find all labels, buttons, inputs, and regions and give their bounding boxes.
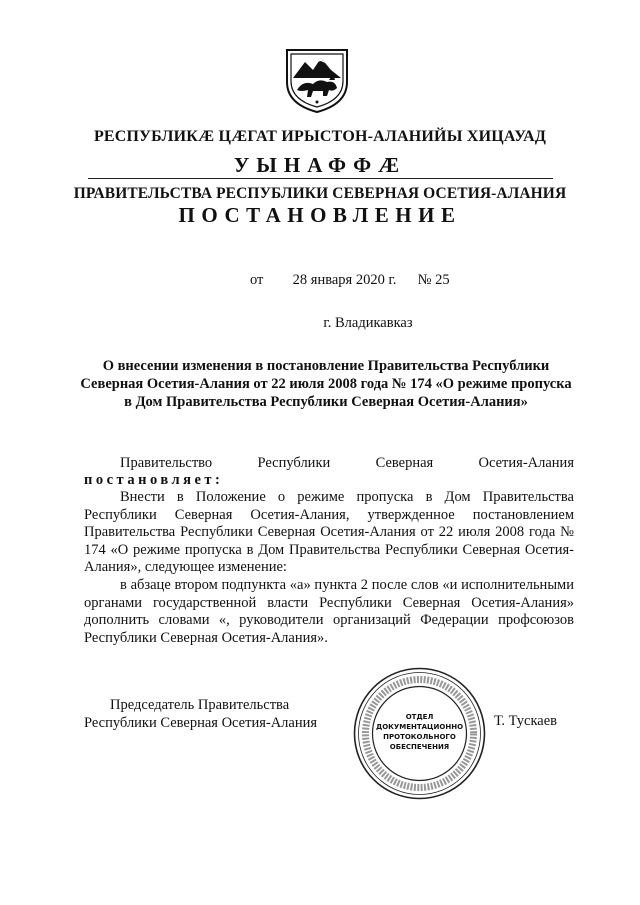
stamp-line-2: ДОКУМЕНТАЦИОННО <box>375 723 464 731</box>
document-number: № 25 <box>417 272 450 288</box>
city: г. Владикавказ <box>323 315 413 331</box>
decree-word: постановляет: <box>84 472 224 488</box>
body-paragraph-2: в абзаце втором подпункта «а» пункта 2 после слов «и исполнительными органами государственной власти Республики Северная Осетия-Алания» дополнить словами «, руководители организаций Федерации профсоюзов Республики Северная Осетия-Алания». <box>84 577 574 646</box>
stamp-line-1: ОТДЕЛ <box>405 713 434 721</box>
preamble: Правительство Республики Северная Осетия-Алания <box>120 455 574 471</box>
document-date-line <box>250 272 450 289</box>
stamp-line-4: ОБЕСПЕЧЕНИЯ <box>389 743 450 751</box>
russian-government-line: ПРАВИТЕЛЬСТВА РЕСПУБЛИКИ СЕВЕРНАЯ ОСЕТИЯ-АЛАНИЯ <box>73 185 567 202</box>
document-date: 28 января 2020 г. <box>292 272 397 288</box>
position-line-2: Республики Северная Осетия-Алания <box>84 715 318 731</box>
russian-doc-type: ПОСТАНОВЛЕНИЕ <box>178 203 462 227</box>
signatory-position <box>84 696 334 732</box>
ossetian-doc-type: УЫНАФФӔ <box>233 153 407 177</box>
document-title: О внесении изменения в постановление Правительства Республики Северная Осетия-Алания от 22 июля 2008 года № 174 «О режиме пропуска в Дом Правительства Республики Северная Осетия-Алания» <box>80 358 572 410</box>
header-divider <box>88 178 553 179</box>
official-seal-stamp <box>352 666 487 801</box>
position-line-1: Председатель Правительства <box>110 697 290 713</box>
body-paragraph-1: Внести в Положение о режиме пропуска в Дом Правительства Республики Северная Осетия-Алания, утвержденное постановлением Правительства Республики Северная Осетия-Алания от 22 июля 2008 года № 174 «О режиме пропуска в Дом Правительства Республики Северная Осетия-Алания», следующее изменение: <box>84 489 574 575</box>
signatory-name: Т. Тускаев <box>494 713 558 729</box>
coat-of-arms-icon <box>283 44 351 114</box>
ossetian-government-line: РЕСПУБЛИКӔ ЦӔГАТ ИРЫСТОН-АЛАНИЙЫ ХИЦАУАД <box>93 128 547 145</box>
date-prefix: от <box>250 272 264 288</box>
stamp-line-3: ПРОТОКОЛЬНОГО <box>383 733 456 741</box>
